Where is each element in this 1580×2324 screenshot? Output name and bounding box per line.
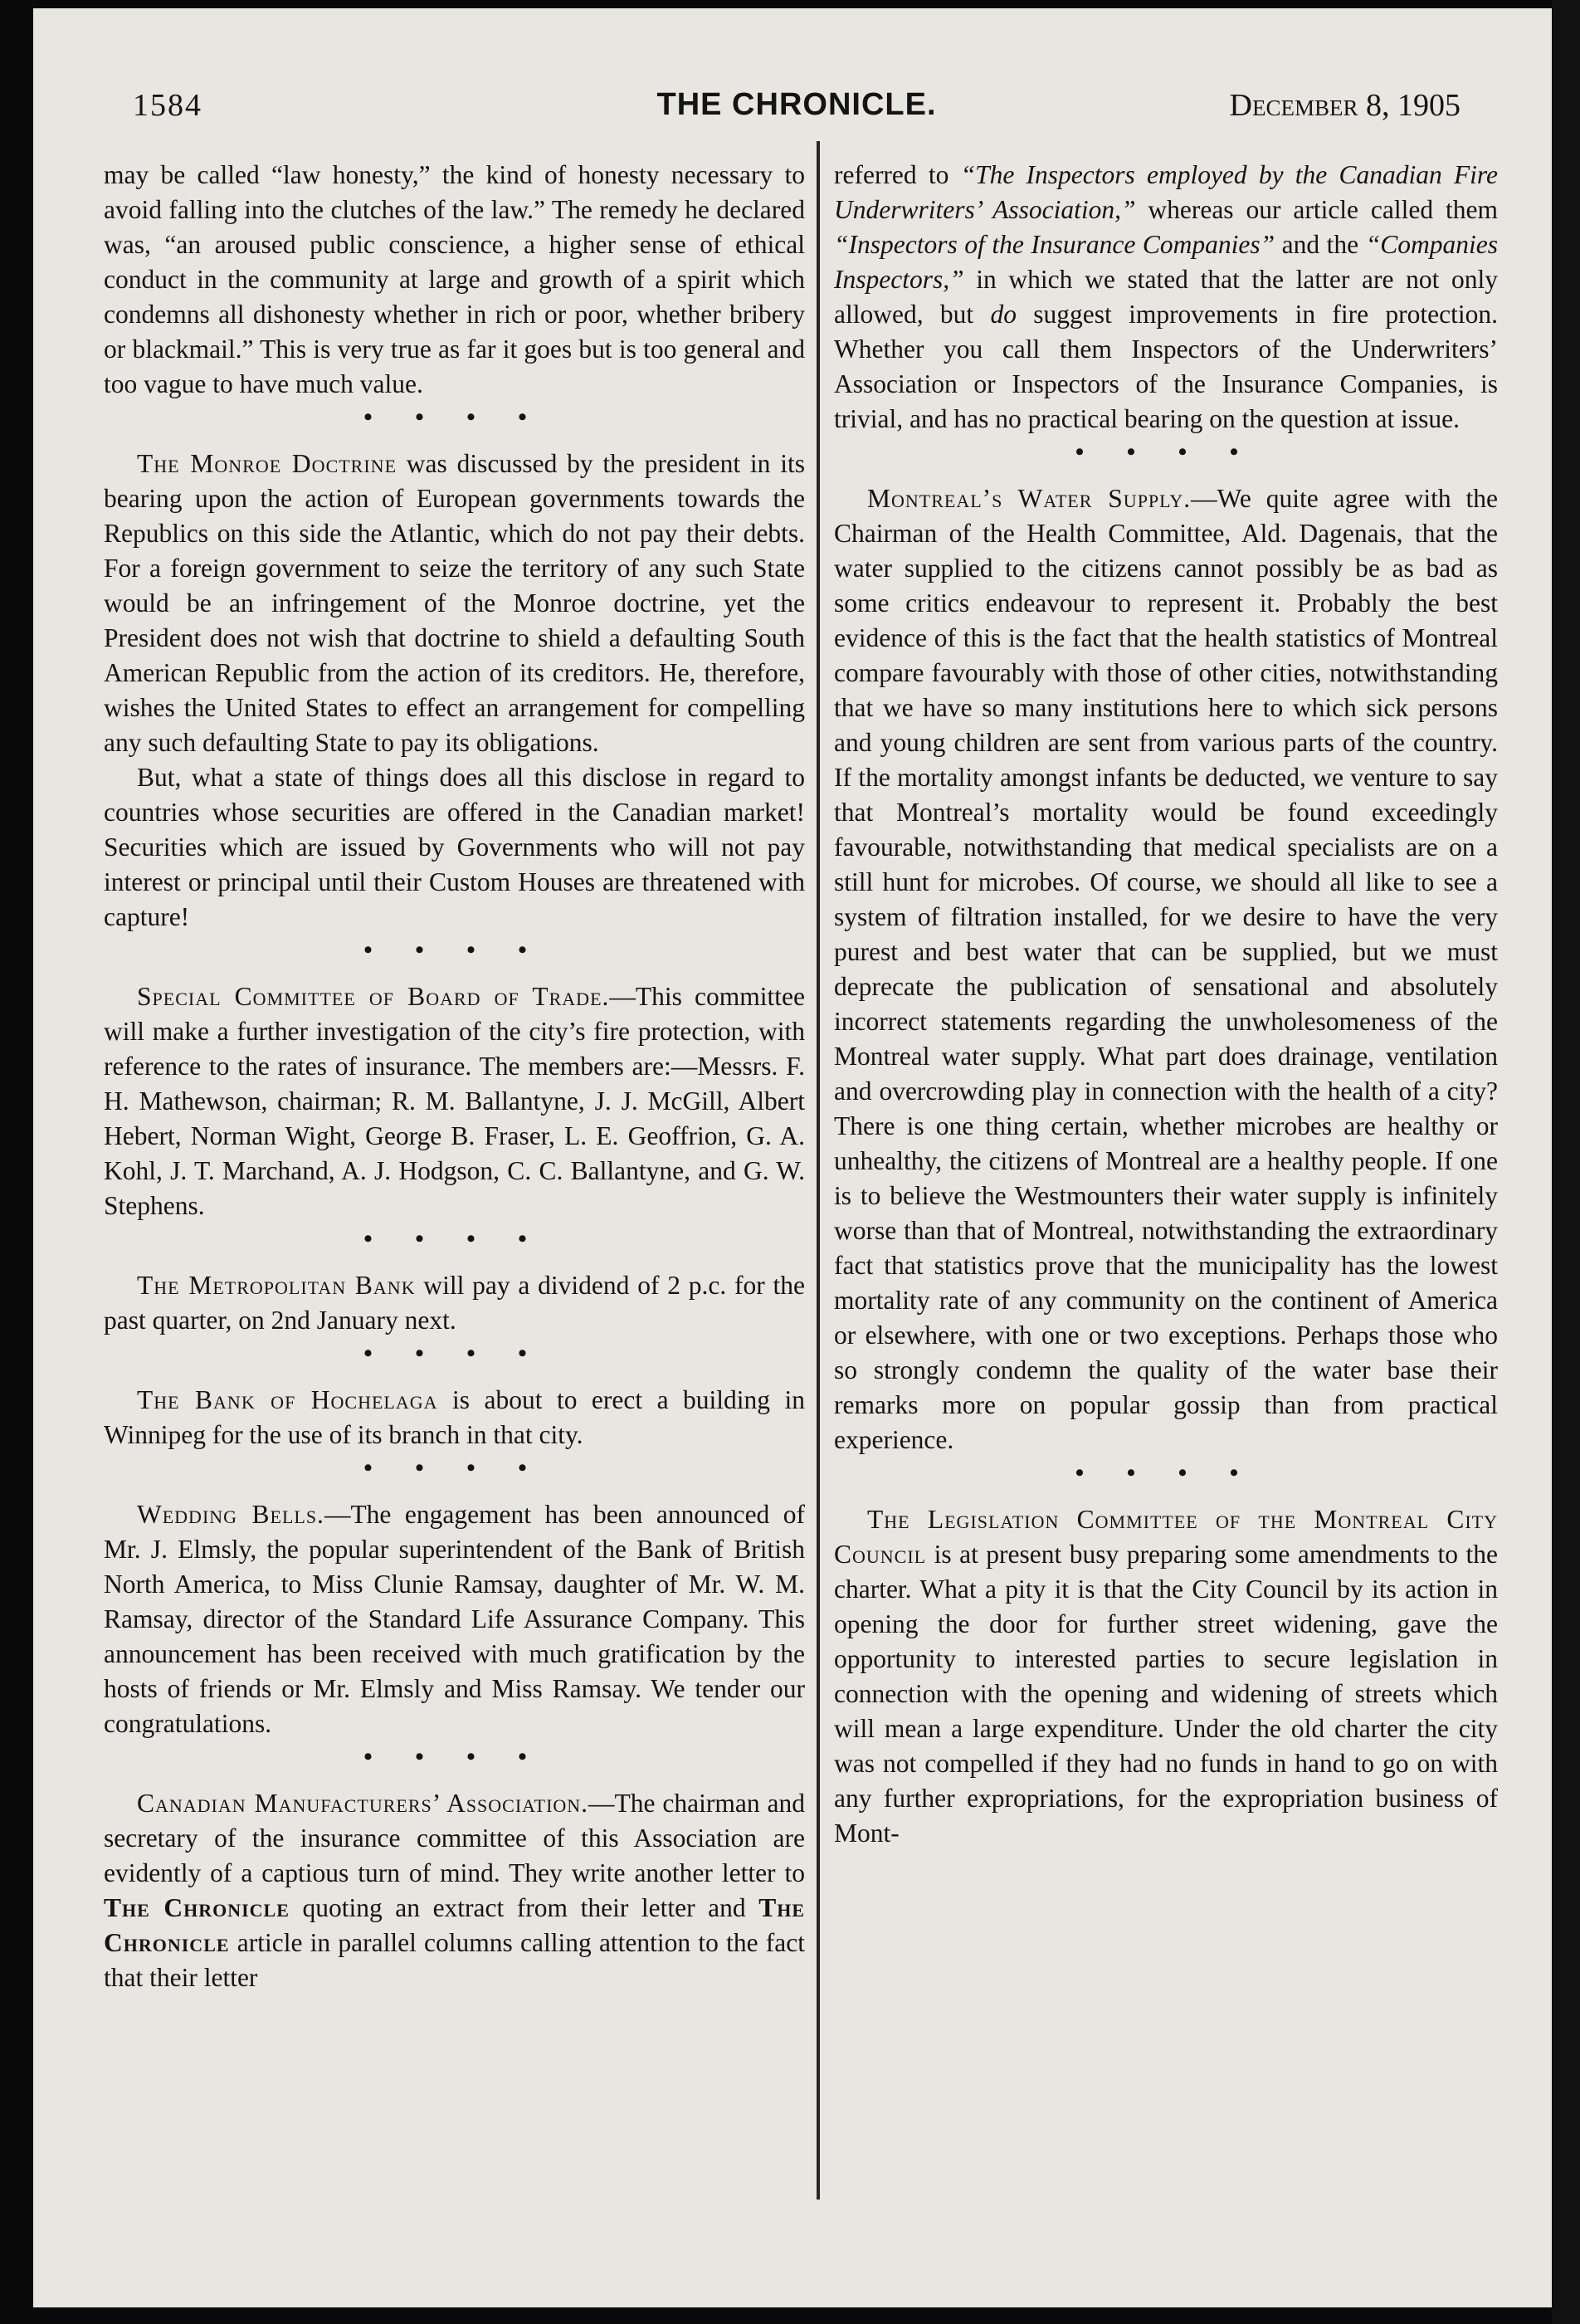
quoted-title: “Inspectors of the Insurance Companies” <box>834 230 1275 259</box>
quoted-title: “Companies Inspectors,” <box>834 230 1498 294</box>
article-continued: may be called “law honesty,” the kind of honesty necessary to avoid falling into the clutches of the law.” The remedy he declared was, “an aroused public conscience, a higher sense of ethical conduct in the community at large and growth of a spirit which condemns all dishonesty whether in rich or poor, whether bribery or blackmail.” This is very true as far it goes but is too general and too vague to have much value. <box>104 160 805 398</box>
facing-page-edge <box>1552 0 1580 2324</box>
article-heading: The Monroe Doctrine <box>137 449 397 478</box>
separator-dots: • • • • <box>363 403 545 431</box>
article-manufacturers-association <box>104 1786 805 1995</box>
article-heading: The Metropolitan Bank <box>137 1271 416 1300</box>
article-monroe-followup: But, what a state of things does all this disclose in regard to countries whose securities are offered in the Canadian market! Securities which are issued by Governments who will not pay interest or principal until their Custom Houses are threatened with capture! <box>104 763 805 931</box>
article-bank-of-hochelaga <box>104 1383 805 1452</box>
left-column <box>104 158 805 1995</box>
article-body: article in parallel columns calling attention to the fact that their letter <box>104 1928 805 1992</box>
publication-title: THE CHRONICLE. <box>656 87 937 122</box>
article-body: referred to <box>834 160 961 189</box>
publication-mention: The Chronicle <box>104 1893 805 1957</box>
page-number: 1584 <box>133 88 202 123</box>
article-body: quoting an extract from their letter and <box>289 1893 759 1922</box>
article-body: will pay a dividend of 2 p.c. for the past quarter, on 2nd January next. <box>104 1271 805 1335</box>
article-body: —This committee will make a further investigation of the city’s fire protection, with reference to the rates of insurance. The members are:—Messrs. F. H. Mathewson, chairman; R. M. Ballantyne, J. J. McGill, Albert Hebert, Norman Wight, George B. Fraser, L. E. Geoffrion, G. A. Kohl, J. T. Marchand, A. J. Hodgson, C. C. Ballantyne, and G. W. Stephens. <box>104 982 805 1220</box>
article-body: was discussed by the president in its bearing upon the action of European governments towards the Republics on this side the Atlantic, which do not pay their debts. For a foreign government to seize the territory of any such State would be an infringement of the Monroe doctrine, yet the President does not wish that doctrine to shield a defaulting South American Republic from the action of its creditors. He, therefore, wishes the United States to effect an arrangement for compelling any such defaulting State to pay its obligations. <box>104 449 805 757</box>
article-heading: Special Committee of Board of Trade. <box>137 982 610 1011</box>
article-special-committee <box>104 979 805 1223</box>
article-body: —We quite agree with the Chairman of the Health Committee, Ald. Dagenais, that the water supplied to the citizens cannot possibly be as bad as some critics endeavour to represent it. Probably the best evidence of this is the fact that the health statistics of Montreal compare favourably with those of other cities, notwithstanding that we have so many institutions here to which sick persons and young children are sent from various parts of the country. If the mortality amongst infants be deducted, we venture to say that Montreal’s mortality would be found exceedingly favourable, notwithstanding that medical specialists are on a still hunt for microbes. Of course, we should all like to see a system of filtration installed, for we desire to have the very purest and best water that can be supplied, but we must deprecate the publication of sensational and absolutely incorrect statements regarding the unwholesomeness of the Montreal water supply. What part does drainage, ventilation and overcrowding play in connection with the health of a city? There is one thing certain, whether microbes are healthy or unhealthy, the citizens of Montreal are a healthy people. If one is to believe the Westmounters their water supply is infinitely worse than that of Montreal, notwithstanding the extraordinary fact that statistics prove that the municipality has the lowest mortality rate of any community on the continent of America or elsewhere, with one or two exceptions. Perhaps those who so strongly condemn the quality of the water base their remarks more on popular gossip than from practical experience. <box>834 484 1498 1454</box>
article-heading: Montreal’s Water Supply. <box>867 484 1192 513</box>
separator-dots: • • • • <box>363 1454 545 1482</box>
article-heading: Wedding Bells. <box>137 1500 324 1529</box>
quoted-title: “The Inspectors employed by the Canadian Fire Underwriters’ Association,” <box>834 160 1499 224</box>
separator-dots: • • • • <box>1075 438 1257 466</box>
article-body: —The engagement has been announced of Mr. J. Elmsly, the popular superintendent of the Bank of British North America, to Miss Clunie Ramsay, daughter of Mr. W. M. Ramsay, director of the Standard Life Assurance Company. This announcement has been received with much gratification by the hosts of friends or Mr. Elmsly and Miss Ramsay. We tender our congratulations. <box>104 1500 805 1738</box>
article-monroe-doctrine <box>104 447 805 760</box>
article-body: is about to erect a building in Winnipeg for the use of its branch in that city. <box>104 1385 806 1449</box>
article-metropolitan-bank <box>104 1268 805 1338</box>
article-body: is at present busy preparing some amendments to the charter. What a pity it is that the City Council by its action in opening the door for further street widening, gave the opportunity to interested parties to secure legislation in connection with the opening and widening of streets which will mean a large expenditure. Under the old charter the city was not compelled if they had no funds in hand to go on with any further expropriations, for the expropriation business of Mont- <box>834 1540 1498 1848</box>
article-water-supply <box>834 481 1498 1457</box>
column-rule <box>817 141 820 2200</box>
right-column <box>834 158 1498 1851</box>
emphasis: do <box>990 300 1017 329</box>
separator-dots: • • • • <box>363 936 545 964</box>
separator-dots: • • • • <box>363 1225 545 1252</box>
publication-mention: The Chronicle <box>104 1893 290 1922</box>
article-body: —The chairman and secretary of the insurance committee of this Association are evidently of a captious turn of mind. They write another letter to <box>104 1789 805 1887</box>
article-body: suggest improvements in fire protection. Whether you call them Inspectors of the Underwriters’ Association or Inspectors of the Insurance Companies, is trivial, and has no practical bearing on the question at issue. <box>834 300 1498 433</box>
separator-dots: • • • • <box>363 1340 545 1367</box>
article-heading: The Legislation Committee of the Montreal City Council <box>834 1505 1498 1569</box>
issue-date: December 8, 1905 <box>1229 88 1461 123</box>
separator-dots: • • • • <box>363 1743 545 1770</box>
article-legislation-committee <box>834 1502 1498 1851</box>
separator-dots: • • • • <box>1075 1459 1257 1487</box>
article-body: and the <box>1275 230 1366 259</box>
page-header <box>133 87 1461 129</box>
article-continued <box>834 158 1498 437</box>
article-wedding-bells <box>104 1497 805 1741</box>
article-heading: Canadian Manufacturers’ Association. <box>137 1789 589 1818</box>
article-heading: The Bank of Hochelaga <box>137 1385 438 1414</box>
article-body: in which we stated that the latter are not only allowed, but <box>834 265 1498 329</box>
article-body: whereas our article called them <box>1135 195 1499 224</box>
